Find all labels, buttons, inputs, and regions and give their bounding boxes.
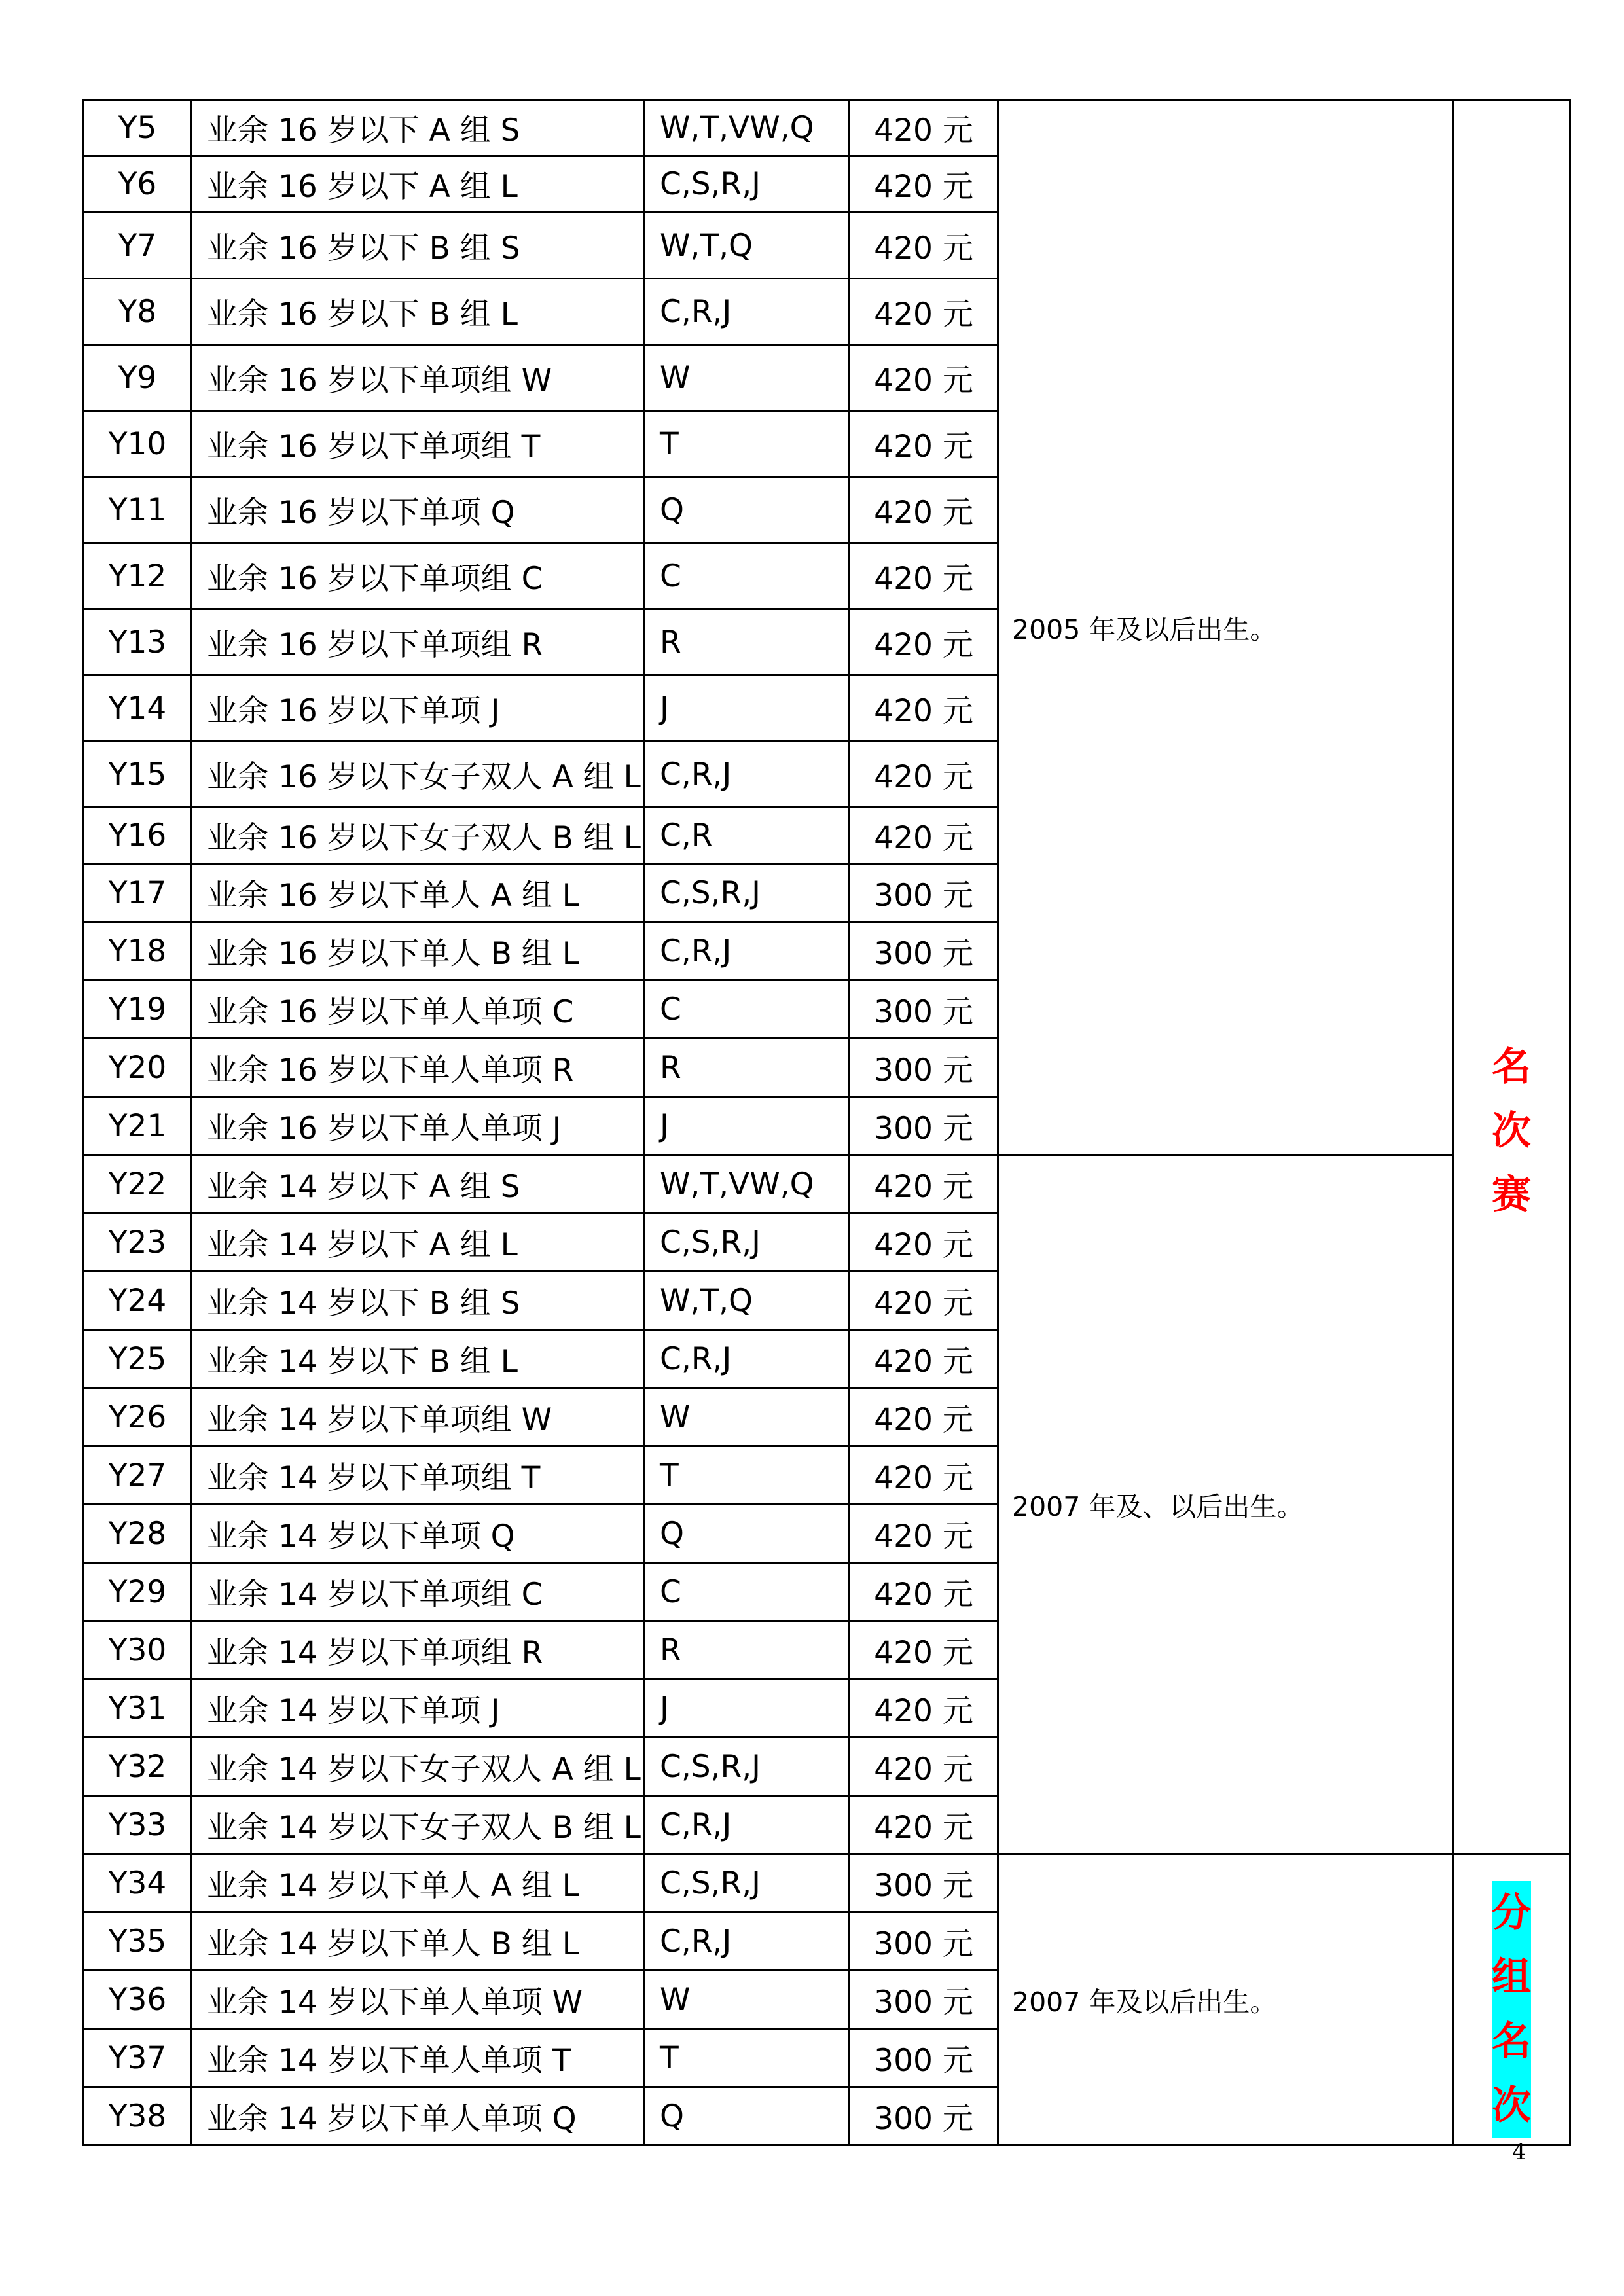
event-fee: 300 元	[850, 1854, 998, 1912]
event-code: Y10	[84, 411, 192, 477]
category-char: 名	[1492, 2009, 1531, 2073]
event-fee: 420 元	[850, 1446, 998, 1505]
event-code: Y29	[84, 1563, 192, 1621]
event-name: 业余 16 岁以下单项 Q	[192, 477, 645, 543]
event-dances: W,T,Q	[645, 1272, 850, 1330]
event-dances: Q	[645, 1505, 850, 1563]
event-dances: C,S,R,J	[645, 1738, 850, 1796]
event-code: Y20	[84, 1039, 192, 1097]
event-fee: 420 元	[850, 543, 998, 609]
event-code: Y24	[84, 1272, 192, 1330]
event-name: 业余 16 岁以下单人单项 C	[192, 980, 645, 1039]
category-char: 名	[1492, 1043, 1531, 1090]
event-name: 业余 16 岁以下单项组 W	[192, 345, 645, 411]
event-dances: C	[645, 980, 850, 1039]
event-name: 业余 14 岁以下单项组 R	[192, 1621, 645, 1679]
event-name: 业余 14 岁以下 B 组 L	[192, 1330, 645, 1388]
event-dances: W,T,VW,Q	[645, 1155, 850, 1213]
event-fee: 420 元	[850, 1388, 998, 1446]
event-name: 业余 14 岁以下 A 组 S	[192, 1155, 645, 1213]
event-code: Y38	[84, 2087, 192, 2145]
event-name: 业余 14 岁以下女子双人 A 组 L	[192, 1738, 645, 1796]
event-fee: 300 元	[850, 922, 998, 980]
event-code: Y33	[84, 1796, 192, 1854]
event-code: Y11	[84, 477, 192, 543]
event-fee: 420 元	[850, 1679, 998, 1738]
event-code: Y37	[84, 2029, 192, 2087]
event-dances: C,R,J	[645, 922, 850, 980]
event-name: 业余 14 岁以下 B 组 S	[192, 1272, 645, 1330]
event-code: Y26	[84, 1388, 192, 1446]
event-code: Y22	[84, 1155, 192, 1213]
event-dances: C,S,R,J	[645, 1213, 850, 1272]
event-dances: C,S,R,J	[645, 1854, 850, 1912]
category-group-ranking	[1453, 1854, 1570, 2145]
event-name: 业余 14 岁以下单人单项 Q	[192, 2087, 645, 2145]
event-code: Y6	[84, 156, 192, 213]
event-fee: 420 元	[850, 675, 998, 742]
event-code: Y31	[84, 1679, 192, 1738]
event-name: 业余 16 岁以下 A 组 L	[192, 156, 645, 213]
event-name: 业余 14 岁以下女子双人 B 组 L	[192, 1796, 645, 1854]
event-name: 业余 14 岁以下单项组 W	[192, 1388, 645, 1446]
event-fee: 300 元	[850, 2087, 998, 2145]
event-dances: C,R,J	[645, 1912, 850, 1971]
event-name: 业余 14 岁以下单人单项 W	[192, 1971, 645, 2029]
event-code: Y32	[84, 1738, 192, 1796]
event-fee: 420 元	[850, 1738, 998, 1796]
event-name: 业余 16 岁以下女子双人 B 组 L	[192, 808, 645, 864]
category-char: 次	[1492, 1107, 1531, 1154]
event-code: Y15	[84, 742, 192, 808]
event-code: Y28	[84, 1505, 192, 1563]
birth-requirement: 2007 年及以后出生。	[998, 1854, 1453, 2145]
events-table	[82, 99, 1571, 2146]
event-code: Y30	[84, 1621, 192, 1679]
event-dances: R	[645, 1621, 850, 1679]
event-dances: C,R,J	[645, 742, 850, 808]
event-fee: 420 元	[850, 345, 998, 411]
event-name: 业余 14 岁以下单人 B 组 L	[192, 1912, 645, 1971]
event-fee: 300 元	[850, 1039, 998, 1097]
event-code: Y5	[84, 100, 192, 156]
event-dances: Q	[645, 477, 850, 543]
category-char: 赛	[1492, 1172, 1531, 1218]
event-fee: 420 元	[850, 411, 998, 477]
event-name: 业余 16 岁以下单项组 R	[192, 609, 645, 675]
event-fee: 300 元	[850, 1971, 998, 2029]
event-dances: R	[645, 1039, 850, 1097]
category-char: 次	[1492, 2073, 1531, 2138]
event-dances: T	[645, 2029, 850, 2087]
event-code: Y23	[84, 1213, 192, 1272]
category-char: 组	[1492, 1945, 1531, 2009]
event-code: Y34	[84, 1854, 192, 1912]
event-dances: W,T,Q	[645, 213, 850, 279]
table-row	[84, 1155, 1570, 1213]
category-char: 分	[1492, 1881, 1531, 1945]
event-dances: T	[645, 1446, 850, 1505]
event-name: 业余 16 岁以下单人单项 J	[192, 1097, 645, 1155]
event-dances: J	[645, 1097, 850, 1155]
event-fee: 420 元	[850, 808, 998, 864]
event-fee: 420 元	[850, 742, 998, 808]
page-number: 4	[1512, 2139, 1526, 2165]
event-dances: W	[645, 1971, 850, 2029]
event-fee: 420 元	[850, 213, 998, 279]
event-dances: C,S,R,J	[645, 864, 850, 922]
event-dances: C	[645, 543, 850, 609]
category-ranking-match	[1453, 100, 1570, 1854]
event-name: 业余 16 岁以下 B 组 S	[192, 213, 645, 279]
event-code: Y8	[84, 279, 192, 345]
event-fee: 420 元	[850, 1155, 998, 1213]
event-fee: 420 元	[850, 156, 998, 213]
event-fee: 420 元	[850, 1272, 998, 1330]
event-code: Y16	[84, 808, 192, 864]
event-fee: 300 元	[850, 1912, 998, 1971]
event-fee: 420 元	[850, 477, 998, 543]
event-code: Y27	[84, 1446, 192, 1505]
event-dances: C,R,J	[645, 279, 850, 345]
event-dances: C,R	[645, 808, 850, 864]
event-name: 业余 14 岁以下单项组 T	[192, 1446, 645, 1505]
event-dances: J	[645, 675, 850, 742]
event-name: 业余 16 岁以下单人 A 组 L	[192, 864, 645, 922]
event-fee: 300 元	[850, 1097, 998, 1155]
event-name: 业余 14 岁以下单项 Q	[192, 1505, 645, 1563]
event-name: 业余 16 岁以下 A 组 S	[192, 100, 645, 156]
event-dances: W	[645, 1388, 850, 1446]
event-fee: 420 元	[850, 1621, 998, 1679]
event-code: Y9	[84, 345, 192, 411]
birth-requirement: 2005 年及以后出生。	[998, 100, 1453, 1155]
event-name: 业余 14 岁以下单项组 C	[192, 1563, 645, 1621]
event-name: 业余 16 岁以下 B 组 L	[192, 279, 645, 345]
event-code: Y21	[84, 1097, 192, 1155]
event-fee: 420 元	[850, 279, 998, 345]
event-name: 业余 16 岁以下单项组 C	[192, 543, 645, 609]
table-row	[84, 100, 1570, 156]
event-fee: 420 元	[850, 1505, 998, 1563]
event-fee: 420 元	[850, 609, 998, 675]
event-fee: 420 元	[850, 1563, 998, 1621]
event-fee: 420 元	[850, 1330, 998, 1388]
event-code: Y18	[84, 922, 192, 980]
event-fee: 300 元	[850, 980, 998, 1039]
event-dances: W	[645, 345, 850, 411]
event-name: 业余 16 岁以下单人 B 组 L	[192, 922, 645, 980]
event-dances: C,R,J	[645, 1330, 850, 1388]
birth-requirement: 2007 年及、以后出生。	[998, 1155, 1453, 1854]
event-name: 业余 14 岁以下单人 A 组 L	[192, 1854, 645, 1912]
event-code: Y7	[84, 213, 192, 279]
event-code: Y25	[84, 1330, 192, 1388]
event-name: 业余 16 岁以下单项组 T	[192, 411, 645, 477]
event-name: 业余 16 岁以下女子双人 A 组 L	[192, 742, 645, 808]
table-row	[84, 1854, 1570, 1912]
event-fee: 300 元	[850, 2029, 998, 2087]
event-name: 业余 14 岁以下单人单项 T	[192, 2029, 645, 2087]
event-dances: Q	[645, 2087, 850, 2145]
event-code: Y17	[84, 864, 192, 922]
event-code: Y19	[84, 980, 192, 1039]
event-code: Y13	[84, 609, 192, 675]
event-dances: R	[645, 609, 850, 675]
event-code: Y36	[84, 1971, 192, 2029]
event-fee: 300 元	[850, 864, 998, 922]
event-name: 业余 14 岁以下 A 组 L	[192, 1213, 645, 1272]
event-name: 业余 14 岁以下单项 J	[192, 1679, 645, 1738]
event-dances: T	[645, 411, 850, 477]
event-dances: C	[645, 1563, 850, 1621]
event-code: Y35	[84, 1912, 192, 1971]
event-dances: J	[645, 1679, 850, 1738]
event-code: Y14	[84, 675, 192, 742]
event-fee: 420 元	[850, 1213, 998, 1272]
event-name: 业余 16 岁以下单人单项 R	[192, 1039, 645, 1097]
event-name: 业余 16 岁以下单项 J	[192, 675, 645, 742]
event-dances: W,T,VW,Q	[645, 100, 850, 156]
event-dances: C,S,R,J	[645, 156, 850, 213]
event-fee: 420 元	[850, 1796, 998, 1854]
event-code: Y12	[84, 543, 192, 609]
event-dances: C,R,J	[645, 1796, 850, 1854]
event-fee: 420 元	[850, 100, 998, 156]
